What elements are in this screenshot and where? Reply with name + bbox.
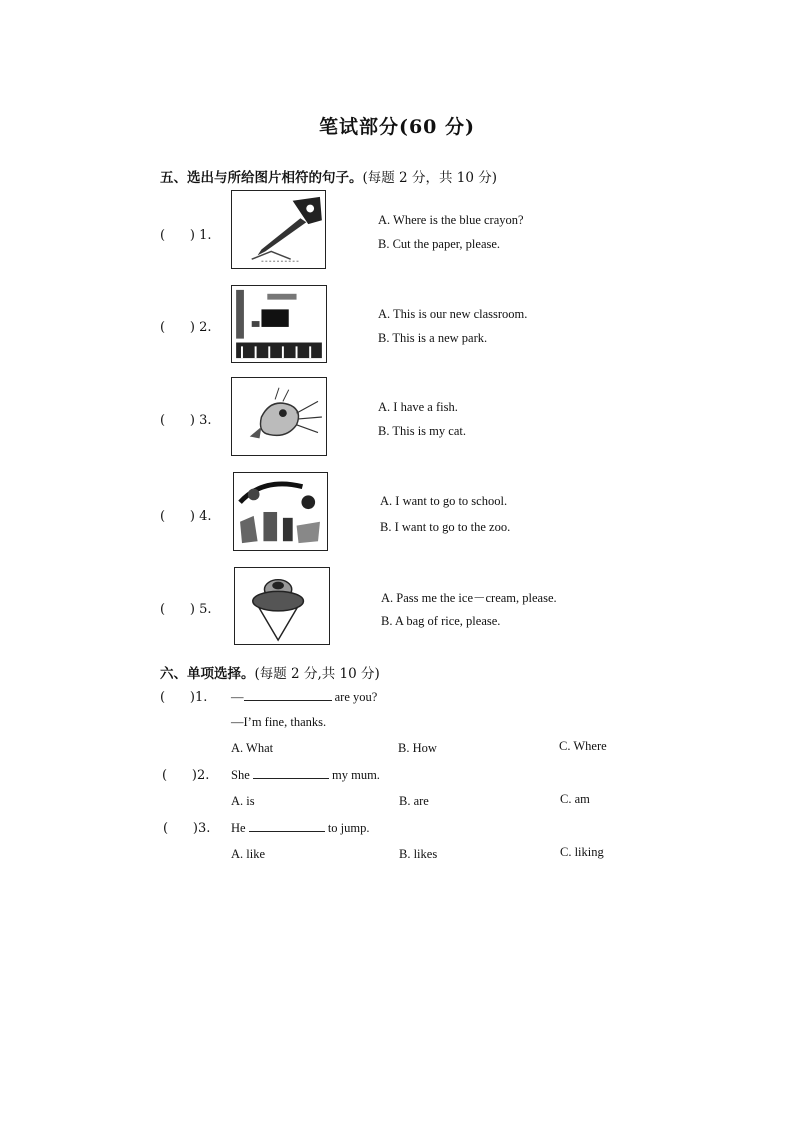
- answer-bracket-2[interactable]: ( ) 2.: [160, 320, 212, 335]
- question-1-pre: —: [231, 690, 244, 704]
- section-5-title: 五、选出与所给图片相符的句子。: [160, 170, 363, 186]
- question-2-pre: She: [231, 768, 253, 782]
- question-2-option-a: A. is: [231, 794, 255, 808]
- question-1-reply: —I’m fine, thanks.: [231, 715, 327, 729]
- section-6-score-note: (每题 2 分,共 10 分): [254, 666, 380, 682]
- item-4-option-a: A. I want to go to school.: [380, 494, 508, 508]
- item-1-option-b: B. Cut the paper, please.: [378, 237, 501, 251]
- question-3-post: to jump.: [324, 821, 370, 835]
- question-3-option-c: C. liking: [560, 845, 604, 859]
- item-3-option-b: B. This is my cat.: [378, 424, 466, 438]
- question-2-option-b: B. are: [399, 794, 429, 808]
- item-4-option-b: B. I want to go to the zoo.: [380, 520, 511, 534]
- ice-cream-picture: [234, 567, 330, 645]
- item-2-option-a: A. This is our new classroom.: [378, 307, 528, 321]
- question-2-option-c: C. am: [560, 792, 590, 806]
- crayon-drawing-picture: [231, 190, 326, 269]
- question-1-blank[interactable]: [244, 690, 332, 701]
- section-5-score-note: (每题 2 分，共 10 分): [362, 170, 497, 186]
- classroom-picture: [231, 285, 327, 363]
- item-2-option-b: B. This is a new park.: [378, 331, 488, 345]
- page-title: 笔试部分(60 分): [318, 116, 476, 138]
- question-2-blank[interactable]: [253, 768, 329, 779]
- question-1-option-c: C. Where: [559, 739, 607, 753]
- answer-bracket-5[interactable]: ( ) 5.: [160, 602, 212, 617]
- section-6-title: 六、单项选择。: [160, 666, 255, 682]
- fish-picture: [231, 377, 327, 456]
- answer-bracket-4[interactable]: ( ) 4.: [160, 509, 212, 524]
- question-3-stem: [231, 821, 370, 836]
- fish-icon: [232, 378, 326, 455]
- item-3-option-a: A. I have a fish.: [378, 400, 458, 414]
- question-1-option-b: B. How: [398, 741, 437, 755]
- ice-cream-icon: [235, 568, 329, 644]
- choice-bracket-2[interactable]: ( )2.: [162, 768, 210, 783]
- classroom-icon: [232, 286, 326, 362]
- question-2-stem: [231, 768, 380, 783]
- zoo-icon: [234, 473, 327, 550]
- question-3-blank[interactable]: [249, 821, 325, 832]
- section-5-heading: [160, 166, 497, 186]
- item-1-option-a: A. Where is the blue crayon?: [378, 213, 524, 227]
- question-1-stem: [231, 690, 377, 705]
- zoo-picture: [233, 472, 328, 551]
- question-1-option-a: A. What: [231, 741, 274, 755]
- question-3-pre: He: [231, 821, 249, 835]
- item-5-option-a: A. Pass me the ice－cream, please.: [381, 591, 557, 605]
- question-3-option-b: B. likes: [399, 847, 438, 861]
- question-1-post: are you?: [331, 690, 378, 704]
- item-5-option-b: B. A bag of rice, please.: [381, 614, 501, 628]
- question-3-option-a: A. like: [231, 847, 266, 861]
- answer-bracket-1[interactable]: ( ) 1.: [160, 228, 212, 243]
- answer-bracket-3[interactable]: ( ) 3.: [160, 413, 212, 428]
- choice-bracket-1[interactable]: ( )1.: [160, 690, 208, 705]
- question-2-post: my mum.: [328, 768, 380, 782]
- crayon-drawing-icon: [232, 191, 325, 268]
- section-6-heading: [160, 662, 380, 682]
- choice-bracket-3[interactable]: ( )3.: [163, 821, 211, 836]
